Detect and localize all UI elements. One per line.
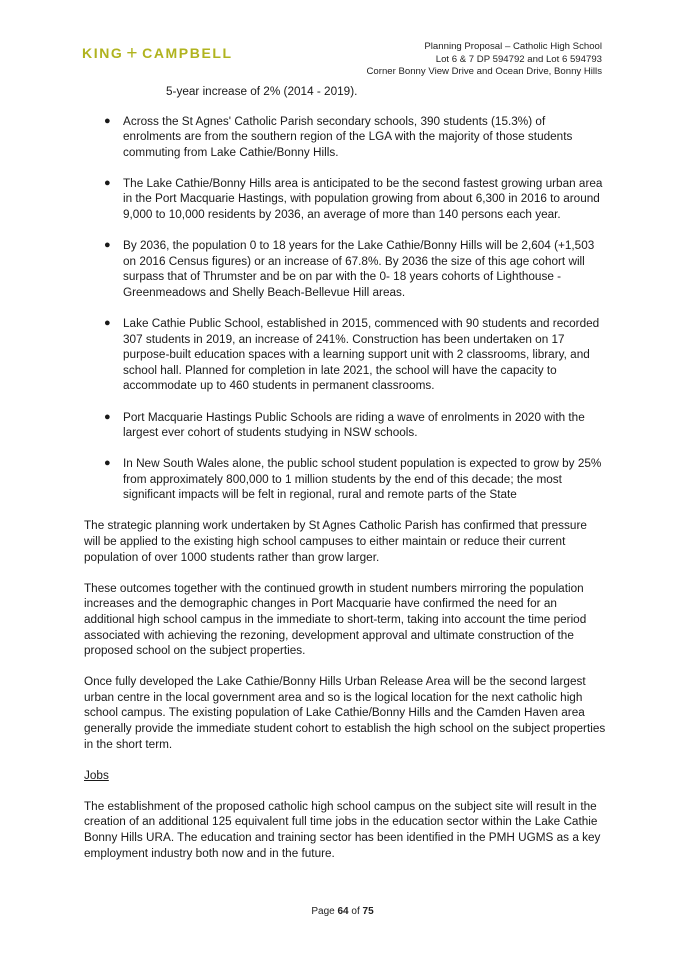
of-word: of <box>351 906 360 917</box>
body-content <box>84 84 606 877</box>
list-item-text: In New South Wales alone, the public school student population is expected to grow by 25% from approximately 800,000 to 1 million students by the end of this decade; the most significant impacts will be felt in regional, rural and remote parts of the State <box>123 457 602 502</box>
paragraph-strategic-planning: The strategic planning work undertaken by St Agnes Catholic Parish has confirmed that pressure will be applied to the existing high school campuses to either maintain or reduce their current population of over 1000 students rather than grow larger. <box>84 519 587 564</box>
header-title: Planning Proposal – Catholic High School <box>424 41 602 52</box>
logo-plus: + <box>126 43 140 64</box>
bullet-icon: ● <box>104 176 111 189</box>
company-logo <box>82 42 233 64</box>
list-item <box>84 456 606 503</box>
continued-line: 5-year increase of 2% (2014 - 2019). <box>166 85 358 98</box>
bullet-icon: ● <box>104 317 111 330</box>
logo-word-campbell: CAMPBELL <box>142 45 233 61</box>
page-total: 75 <box>362 906 374 917</box>
list-item-text: By 2036, the population 0 to 18 years for the Lake Cathie/Bonny Hills will be 2,604 (+1,503 on 2016 Census figures) or an increase of 67.8%. By 2036 the size of this age cohort will surpass that of Thrumster and be on par with the 0- 18 years cohorts of Lighthouse -Greenmeadows and Shelly Beach-Bellevue Hill areas. <box>123 239 595 299</box>
header-address: Corner Bonny View Drive and Ocean Drive, Bonny Hills <box>366 66 602 78</box>
header-lots: Lot 6 & 7 DP 594792 and Lot 6 594793 <box>435 53 602 65</box>
list-item <box>84 176 606 223</box>
section-heading-jobs: Jobs <box>84 768 109 782</box>
list-item-text: The Lake Cathie/Bonny Hills area is anticipated to be the second fastest growing urban area in the Port Macquarie Hastings, with population growing from about 6,300 in 2016 to around 9,000 to 10,000 residents by 2036, an average of more than 140 persons each year. <box>123 176 603 222</box>
bullet-icon: ● <box>104 457 111 470</box>
list-item-text: Across the St Agnes' Catholic Parish secondary schools, 390 students (15.3%) of enrolments are from the southern region of the LGA with the majority of those students commuting from Lake Cathie/Bonny Hills. <box>123 114 573 159</box>
list-item <box>84 316 606 394</box>
bullet-icon: ● <box>104 410 111 423</box>
document-header <box>366 41 602 79</box>
list-item <box>84 410 606 441</box>
paragraph-urban-release: Once fully developed the Lake Cathie/Bonny Hills Urban Release Area will be the second largest urban centre in the local government area and so is the logical location for the next catholic high school campus. The existing population of Lake Cathie/Bonny Hills and the Camden Haven area generally provide the immediate student cohort to establish the high school on the subject properties in the short term. <box>84 675 606 751</box>
page-current: 64 <box>337 906 349 917</box>
paragraph-outcomes: These outcomes together with the continued growth in student numbers mirroring the population increases and the demographic changes in Port Macquarie have confirmed the need for an additional high school campus in the immediate to short-term, taking into account the time period associated with achieving the rezoning, development approval and ultimate construction of the proposed school on the subject properties. <box>84 581 587 658</box>
page-word: Page <box>311 906 335 917</box>
bullet-icon: ● <box>104 114 111 127</box>
logo-word-king: KING <box>82 45 124 61</box>
list-item-text: Lake Cathie Public School, established in 2015, commenced with 90 students and recorded 307 students in 2019, an increase of 241%. Construction has been undertaken on 17 purpose-built education spaces with a learning support unit with 2 classrooms, library, and school hall. Planned for completion in late 2021, the school will have the capacity to accommodate up to 460 students in permanent classrooms. <box>123 317 600 393</box>
bullet-list <box>84 114 606 503</box>
page-footer <box>0 906 685 917</box>
list-item-text: Port Macquarie Hastings Public Schools are riding a wave of enrolments in 2020 with the largest ever cohort of students studying in NSW schools. <box>123 410 585 440</box>
paragraph-jobs: The establishment of the proposed catholic high school campus on the subject site will result in the creation of an additional 125 equivalent full time jobs in the education sector within the Lake Cathie Bonny Hills URA. The education and training sector has been identified in the PMH UGMS as a key employment industry both now and in the future. <box>84 799 601 860</box>
list-item <box>84 114 606 161</box>
list-item <box>84 238 606 300</box>
bullet-icon: ● <box>104 239 111 252</box>
